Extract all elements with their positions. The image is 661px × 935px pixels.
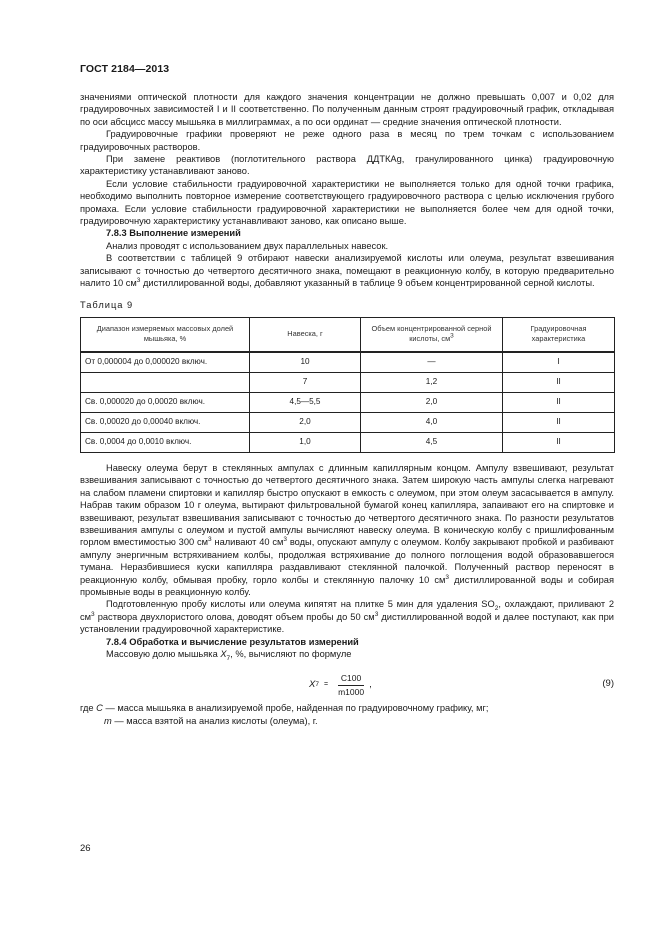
table-cell: II — [503, 432, 615, 452]
paragraph: В соответствии с таблицей 9 отбирают навески анализируемой кислоты или олеума, результат взвешивания записывают с точностью до четвертого десятичного знака, помещают в реакционную колбу, в которую предварительно налито 10 $см^3$ дистиллированной воды, добавляют указанный в таблице 9 объем концентрированной серной кислоты. — [80, 253, 614, 289]
table-cell: 4,0 — [361, 412, 503, 432]
paragraph: При замене реактивов (поглотительного раствора ДДТКAg, гранулированного цинка) градуировочную характеристику устанавливают заново. — [80, 154, 614, 177]
column-header: Объем концентрированной серной кислоты, $см^3$ — [361, 317, 503, 352]
paragraph: Анализ проводят с использованием двух параллельных навесок. — [106, 240, 389, 251]
table-row — [81, 432, 615, 452]
numerator: C100 — [338, 672, 364, 685]
table-caption: Таблица 9 — [80, 299, 134, 310]
table-cell: 2,0 — [361, 392, 503, 412]
table-cell: 4,5—5,5 — [250, 392, 361, 412]
table-cell: II — [503, 372, 615, 392]
table-cell: Св. 0,000020 до 0,00020 включ. — [81, 392, 250, 412]
table-cell: 2,0 — [250, 412, 361, 432]
document-body — [80, 91, 614, 727]
equation-number: (9) — [602, 678, 614, 690]
table-cell — [81, 372, 250, 392]
table-cell: Св. 0,0004 до 0,0010 включ. — [81, 432, 250, 452]
table-cell: II — [503, 392, 615, 412]
table-row — [81, 352, 615, 373]
formula-block — [80, 668, 614, 698]
paragraph: Навеску олеума берут в стеклянных ампулах с длинным капиллярным концом. Ампулу взвешивают, результат взвешивания записывают с точностью до четвертого десятичного знака. Затем широкую часть ампулы слегка нагревают на слабом пламени спиртовки и капилляр быстро опускают в емкость с олеумом, при этом олеум засасывается в ампулу. Набрав таким образом 10 г олеума, вытирают фильтровальной бумагой конец капилляра, запаивают его на спиртовке и взвешивают, результат взвешивания записывают с точностью до четвертого десятичного знака. По разности результатов взвешивания ампулы с олеумом и пустой ампулы вычисляют навеску олеума. В коническую колбу с пришлифованным горлом вместимостью 300 $см^3$ наливают 40 $см^3$ воды, опускают ампулу с олеумом. Колбу закрывают пробкой и разбивают ампулу энергичным встряхиванием колбы, продолжая встряхивание до полного поглощения водой образовавшегося тумана. Неразбившиеся куски капилляра раздавливают стеклянной палочкой. Полученный раствор переносят в реакционную колбу, обмывая пробку, горло колбы и стеклянную палочку 10 $см^3$ дистиллированной воды и собирая промывные воды в реакционную колбу. — [80, 462, 614, 597]
table-row — [81, 372, 615, 392]
table-row — [81, 392, 615, 412]
document-header: ГОСТ 2184—2013 — [80, 63, 170, 75]
table-9 — [80, 317, 615, 453]
column-header: Градуировочная характеристика — [503, 317, 615, 352]
paragraph: Массовую долю мышьяка $X_7$, %, вычисляют по формуле — [106, 649, 352, 662]
section-heading-7-8-4: 7.8.4 Обработка и вычисление результатов измерений — [106, 636, 359, 647]
table-cell: — — [361, 352, 503, 373]
table-cell: 1,0 — [250, 432, 361, 452]
table-cell: Св. 0,00020 до 0,00040 включ. — [81, 412, 250, 432]
section-heading-7-8-3: 7.8.3 Выполнение измерений — [106, 228, 241, 239]
page-number: 26 — [80, 843, 91, 854]
table-cell: 10 — [250, 352, 361, 373]
column-header: Навеска, г — [250, 317, 361, 352]
denominator: m1000 — [338, 686, 365, 697]
table-header-row — [81, 317, 615, 352]
table-cell: 4,5 — [361, 432, 503, 452]
paragraph: Подготовленную пробу кислоты или олеума кипятят на плитке 5 мин для удаления $SO_2$, охлаждают, приливают 2 $см^3$ раствора двухлористого олова, доводят объем пробы до 50 $см^3$ дистиллированной водой и далее поступают, как при установлении градуировочной характеристике. — [80, 599, 614, 635]
variable-definitions — [80, 702, 614, 727]
table-cell: I — [503, 352, 615, 373]
paragraph: Если условие стабильности градуировочной характеристики не выполняется только для одной точки графика, необходимо выполнить повторное измерение соответствующего градуировочного раствора с целью исключения грубого промаха. Если условие стабильности градуировочной характеристики не выполняется более чем для одной точки, градуировочную характеристику устанавливают заново, как описано выше. — [80, 178, 614, 227]
paragraph: значениями оптической плотности для каждого значения концентрации не должно превышать 0,007 и 0,02 для градуировочных зависимостей I и II соответственно. По полученным данным строят градуировочный график, откладывая по оси абсцисс массу мышьяка в миллиграммах, а по оси ординат — средние значения оптической плотности. — [80, 92, 614, 127]
definition-line: где C — масса мышьяка в анализируемой пробе, найденная по градуировочному графику, мг; — [80, 703, 489, 714]
table-cell: 1,2 — [361, 372, 503, 392]
definition-line: m — масса взятой на анализ кислоты (олеума), г. — [104, 715, 318, 726]
fraction — [335, 672, 367, 698]
paragraph: Градуировочные графики проверяют не реже одного раза в месяц по трем точкам с использованием градуировочных растворов. — [80, 129, 614, 152]
formula: X 7 = $\frac{C100}{m1000}$ , — [309, 673, 372, 697]
table-cell: 7 — [250, 372, 361, 392]
table-row — [81, 412, 615, 432]
column-header: Диапазон измеряемых массовых долей мышьяка, % — [81, 317, 250, 352]
table-cell: От 0,000004 до 0,000020 включ. — [81, 352, 250, 373]
table-cell: II — [503, 412, 615, 432]
